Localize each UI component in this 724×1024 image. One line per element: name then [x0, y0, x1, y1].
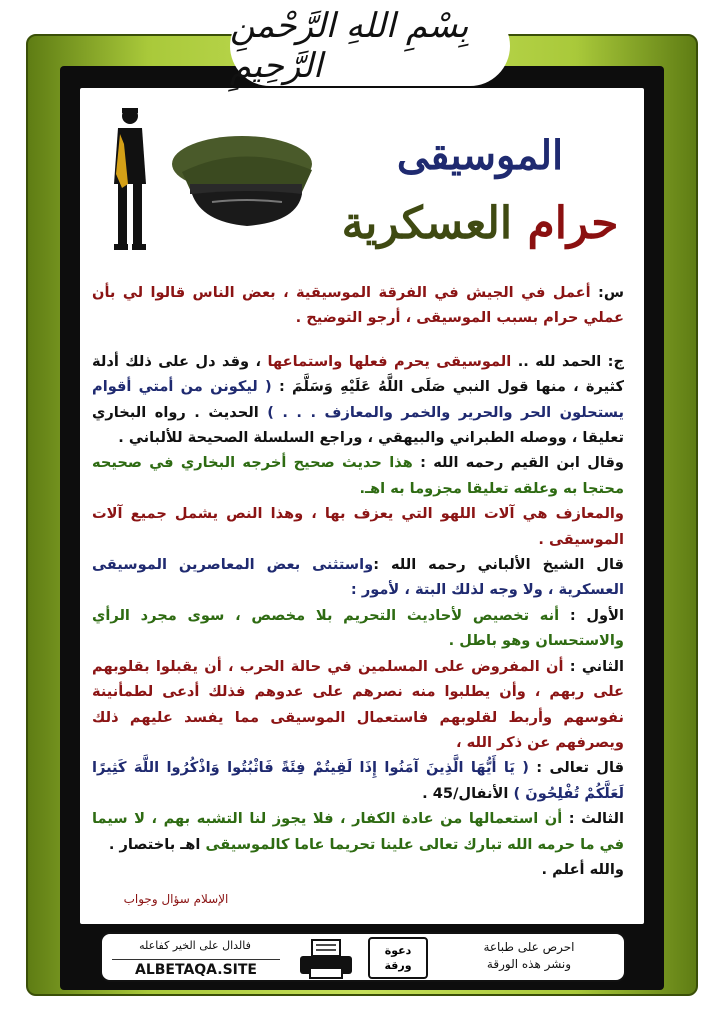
- site-link[interactable]: ALBETAQA.SITE: [112, 959, 280, 978]
- title-music: الموسيقى: [396, 132, 564, 179]
- printer-icon: [296, 938, 356, 980]
- footer-print-note: احرص على طباعة ونشر هذه الورقة: [483, 940, 575, 971]
- title-military-forbidden: [330, 198, 630, 249]
- answer-paragraph-7: قال تعالى : ( يَا أَيُّهَا الَّذِينَ آمَنُوا إِذَا لَقِيتُمْ فِئَةً فَاثْبُتُوا وَاذْكُرُوا اللَّهَ كَثِيرًا لَعَلَّكُمْ تُفْلِحُونَ ) الأنفال/45 .: [92, 759, 625, 802]
- footer-bar: [100, 932, 626, 982]
- dawah-paper-logo: دعوة ورقة: [368, 937, 428, 979]
- title-word-military: العسكرية: [341, 198, 513, 249]
- title-word-forbidden: حرام: [527, 198, 619, 249]
- answer-paragraph-1: ج: الحمد لله .. الموسيقى يحرم فعلها واستماعها ، وقد دل على ذلك أدلة كثيرة ، منها قول النبي صَلَى اللَّهُ عَلَيْهِ وَسَلَّمَ : ( ليكونن من أمتي أقوام يستحلون الحر والحرير والخمر والمعازف . . . ) الحديث . رواه البخاري تعليقا ، ووصله الطبراني والبيهقي ، وراجع السلسلة الصحيحة للألباني .: [92, 352, 625, 447]
- basmala-calligraphy: بِسْمِ اللهِ الرَّحْمنِ الرَّحِيمِ: [230, 6, 510, 86]
- article-body: [92, 280, 624, 920]
- answer-paragraph-8: الثالث : أن استعمالها من عادة الكفار ، فلا يجوز لنا التشبه بهم ، لا سيما في ما حرمه الله تبارك تعالى علينا تحريما عاما كالموسيقى اهـ باختصار .: [92, 810, 624, 853]
- source-credit: الإسلام سؤال وجواب: [123, 892, 229, 906]
- answer-paragraph-4: قال الشيخ الألباني رحمه الله :واستثنى بعض المعاصرين الموسيقى العسكرية ، ولا وجه لذلك البتة ، لأمور :: [92, 556, 624, 599]
- answer-paragraph-3: والمعازف هي آلات اللهو التي يعزف بها ، وهذا النص يشمل جميع آلات الموسيقى .: [92, 505, 624, 548]
- answer-paragraph-2: وقال ابن القيم رحمه الله : هذا حديث صحيح أخرجه البخاري في صحيحه محتجا به وعلقه تعليقا مجزوما به اهـ.: [92, 454, 625, 497]
- military-cap-icon: [152, 122, 322, 232]
- saxophone-player-icon: [100, 104, 160, 254]
- question-text: أعمل في الجيش في الفرقة الموسيقية ، بعض الناس قالوا لي بأن عملي حرام بسبب الموسيقى ، أرجو التوضيح .: [92, 284, 624, 327]
- closing-line: والله أعلم .: [541, 860, 624, 878]
- answer-paragraph-6: الثاني : أن المفروض على المسلمين في حالة الحرب ، أن يقبلوا بقلوبهم على ربهم ، وأن يطلبوا منه نصرهم على عدوهم فذلك أدعى لطمأنينة نفوسهم وأربط لقلوبهم فاستعمال الموسيقى مما يفسد عليهم ذلك ويصرفهم عن ذكر الله ،: [92, 657, 624, 751]
- answer-paragraph-5: الأول : أنه تخصيص لأحاديث التحريم بلا مخصص ، سوى مجرد الرأي والاستحسان وهو باطل .: [92, 606, 624, 650]
- question-paragraph: س: أعمل في الجيش في الفرقة الموسيقية ، بعض الناس قالوا لي بأن عملي حرام بسبب الموسيقى ، أرجو التوضيح .: [92, 284, 624, 327]
- footer-proverb: فالدال على الخير كفاعله: [139, 939, 251, 952]
